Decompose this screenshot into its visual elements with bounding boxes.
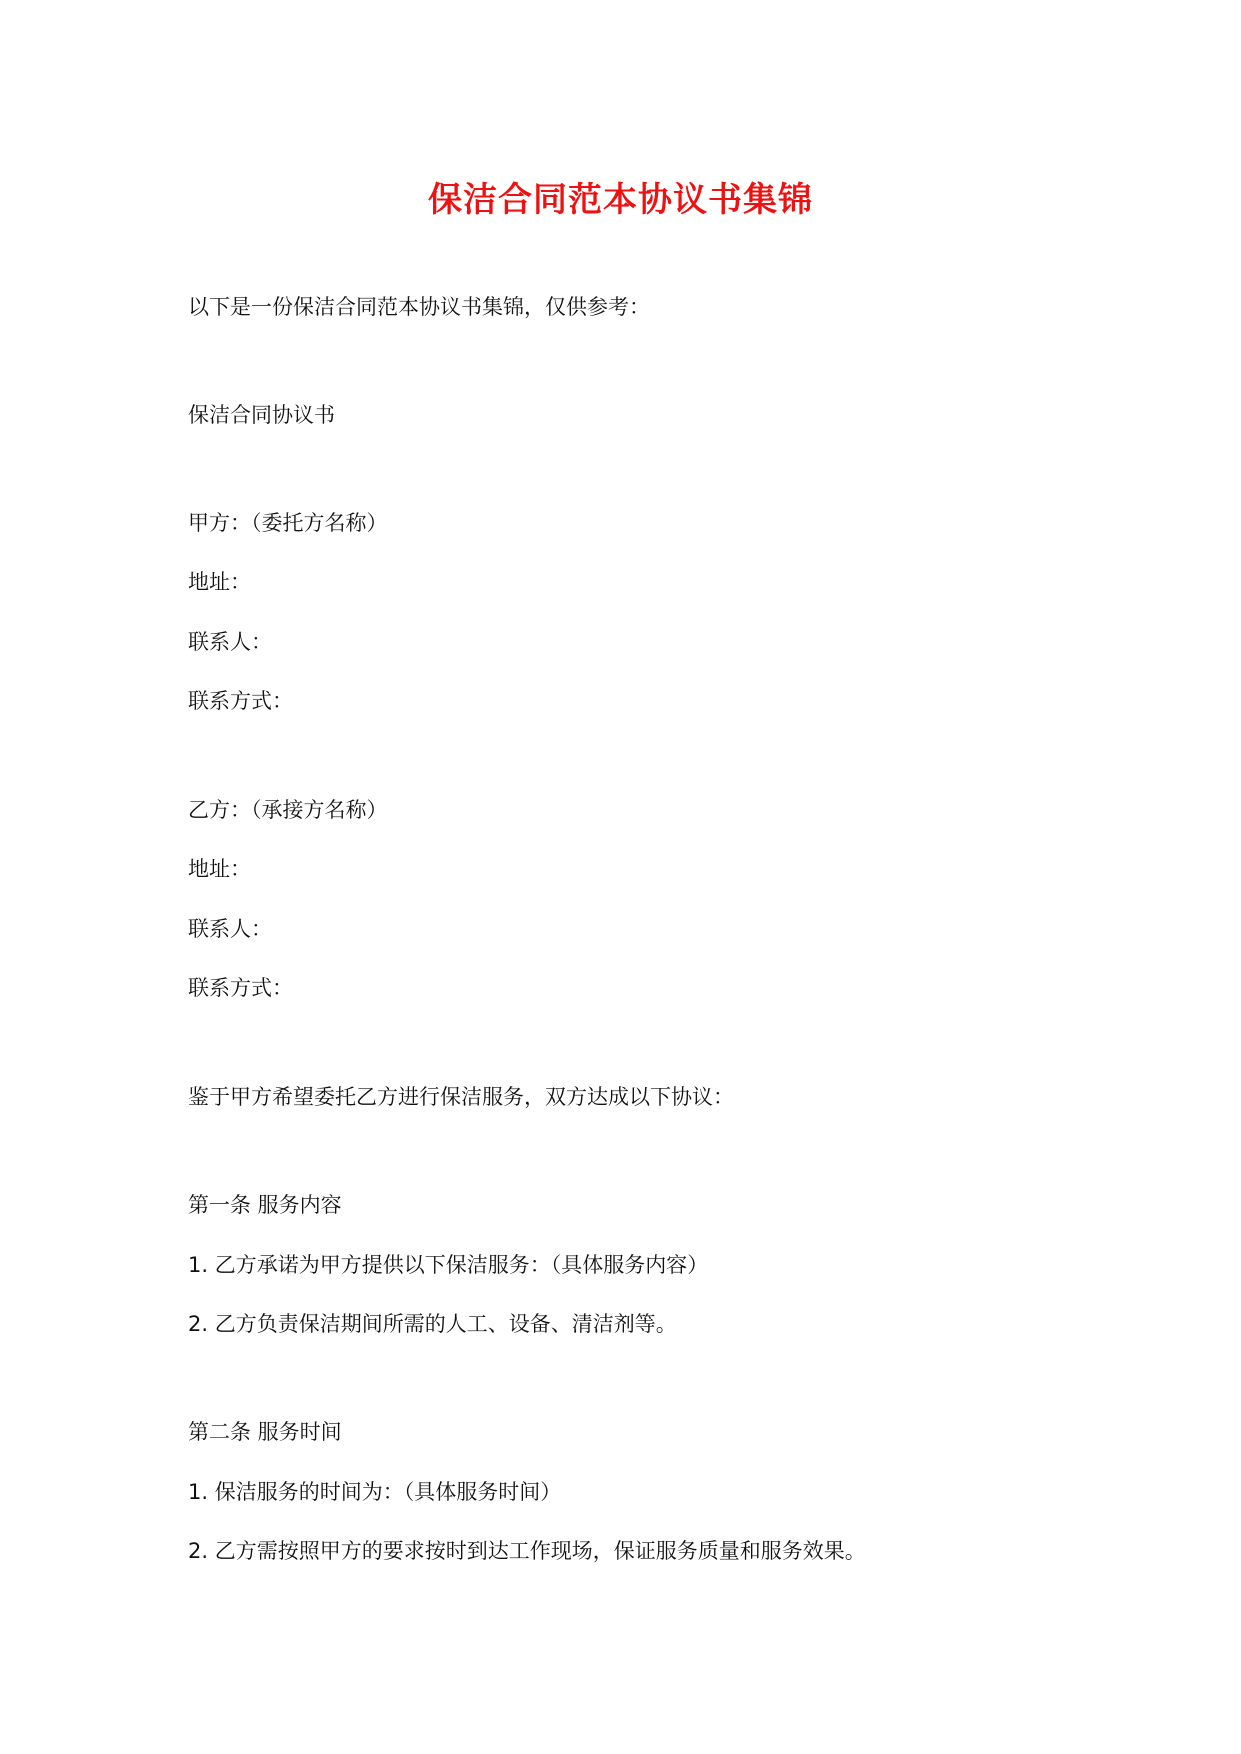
party-a-name: 甲方：（委托方名称） [188, 511, 388, 535]
article1-heading: 第一条 服务内容 [188, 1193, 342, 1217]
article2-item: 2. 乙方需按照甲方的要求按时到达工作现场，保证服务质量和服务效果。 [188, 1539, 866, 1563]
party-b-address: 地址： [188, 857, 251, 881]
article1-item: 2. 乙方负责保洁期间所需的人工、设备、清洁剂等。 [188, 1312, 677, 1336]
party-b-contact: 联系人： [188, 917, 272, 941]
preamble-text: 鉴于甲方希望委托乙方进行保洁服务，双方达成以下协议： [188, 1085, 734, 1109]
document-title: 保洁合同范本协议书集锦 [428, 180, 813, 220]
party-a-phone: 联系方式： [188, 689, 293, 713]
party-b-name: 乙方：（承接方名称） [188, 798, 388, 822]
party-a-address: 地址： [188, 570, 251, 594]
party-b-phone: 联系方式： [188, 976, 293, 1000]
party-a-contact: 联系人： [188, 630, 272, 654]
contract-heading: 保洁合同协议书 [188, 403, 335, 427]
article2-heading: 第二条 服务时间 [188, 1420, 342, 1444]
article1-item: 1. 乙方承诺为甲方提供以下保洁服务：（具体服务内容） [188, 1253, 709, 1277]
article2-item: 1. 保洁服务的时间为：（具体服务时间） [188, 1480, 562, 1504]
intro-text: 以下是一份保洁合同范本协议书集锦，仅供参考： [188, 295, 650, 319]
